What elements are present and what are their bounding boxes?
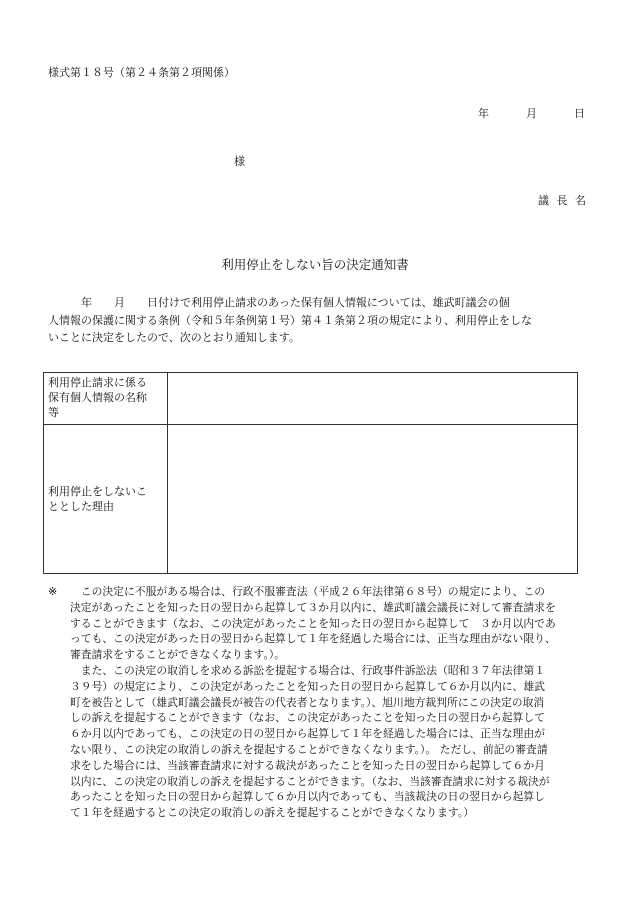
note-line: しの訴えを提起することができます（なお、この決定があったことを知った日の翌日から起算して bbox=[70, 711, 545, 725]
note-line: することができます（なお、この決定があったことを知った日の翌日から起算して ３か月以内であ bbox=[70, 616, 556, 630]
notice-body bbox=[48, 294, 588, 347]
date-month-label: 月 bbox=[526, 107, 537, 120]
date-year-label: 年 bbox=[478, 107, 489, 120]
label-line: 利用停止をしないこ bbox=[48, 485, 147, 498]
note-paragraph-appeal bbox=[70, 584, 593, 663]
form-number: 様式第１８号（第２４条第２項関係） bbox=[48, 66, 235, 79]
label-line: 利用停止請求に係る bbox=[48, 376, 147, 389]
table-row bbox=[44, 373, 578, 425]
row-value-info-name bbox=[168, 373, 578, 425]
note-paragraph-lawsuit bbox=[70, 663, 593, 821]
note-line: 町を被告として（雄武町議会議長が被告の代表者となります。）、旭川地方裁判所にこの決定の取消 bbox=[70, 695, 545, 709]
note-line: あったことを知った日の翌日から起算して６か月以内であっても、当該裁決の日の翌日から起算し bbox=[70, 790, 545, 804]
body-line: いことに決定をしたので、次のとおり通知します。 bbox=[48, 331, 300, 344]
row-value-reason bbox=[168, 425, 578, 574]
note-line: ない限り、この決定の取消しの訴えを提起することができなくなります。）。 ただし、前記の審査請 bbox=[70, 742, 548, 756]
body-line: 人情報の保護に関する条例（令和５年条例第１号）第４１条第２項の規定により、利用停止をしな bbox=[48, 313, 532, 327]
date-day-label: 日 bbox=[574, 107, 585, 120]
info-table bbox=[43, 372, 578, 574]
note-line: 決定があったことを知った日の翌日から起算して３か月以内に、雄武町議会議長に対して審査請求を bbox=[70, 600, 556, 614]
row-label-info-name bbox=[44, 373, 168, 425]
sender-name: 議 長 名 bbox=[538, 194, 588, 207]
body-line: 年 月 日付けで利用停止請求のあった保有個人情報については、雄武町議会の個 bbox=[48, 296, 510, 309]
note-line: っても、この決定があった日の翌日から起算して１年を経過した場合には、正当な理由がない限り、 bbox=[70, 632, 556, 646]
row-label-reason bbox=[44, 425, 168, 574]
note-line: 以内に、この決定の取消しの訴えを提起することができます。（なお、当該審査請求に対する裁決が bbox=[70, 774, 550, 788]
notes-section bbox=[48, 584, 593, 821]
note-line: て１年を経過するとこの決定の取消しの訴えを提起することができなくなります。） bbox=[70, 806, 475, 820]
label-line: 等 bbox=[48, 406, 59, 419]
label-line: ととした理由 bbox=[48, 500, 114, 513]
note-line: ３９号）の規定により、この決定があったことを知った日の翌日から起算して６か月以内に、雄武 bbox=[70, 679, 545, 693]
note-marker: ※ bbox=[48, 585, 58, 598]
document-title: 利用停止をしない旨の決定通知書 bbox=[221, 257, 409, 272]
note-line: 審査請求をすることができなくなります。）。 bbox=[70, 648, 286, 662]
label-line: 保有個人情報の名称 bbox=[48, 391, 147, 404]
addressee: 様 bbox=[234, 155, 245, 168]
note-line: 求をした場合には、当該審査請求に対する裁決があったことを知った日の翌日から起算して６か月 bbox=[70, 758, 545, 772]
note-line: この決定に不服がある場合は、行政不服審査法（平成２６年法律第６８号）の規定により、この bbox=[70, 585, 546, 598]
note-line: ６か月以内であっても、この決定の日の翌日から起算して１年を経過した場合には、正当な理由が bbox=[70, 727, 545, 741]
table-row bbox=[44, 425, 578, 574]
note-line: また、この決定の取消しを求める訴訟を提起する場合は、行政事件訴訟法（昭和３７年法律第１ bbox=[70, 663, 546, 677]
